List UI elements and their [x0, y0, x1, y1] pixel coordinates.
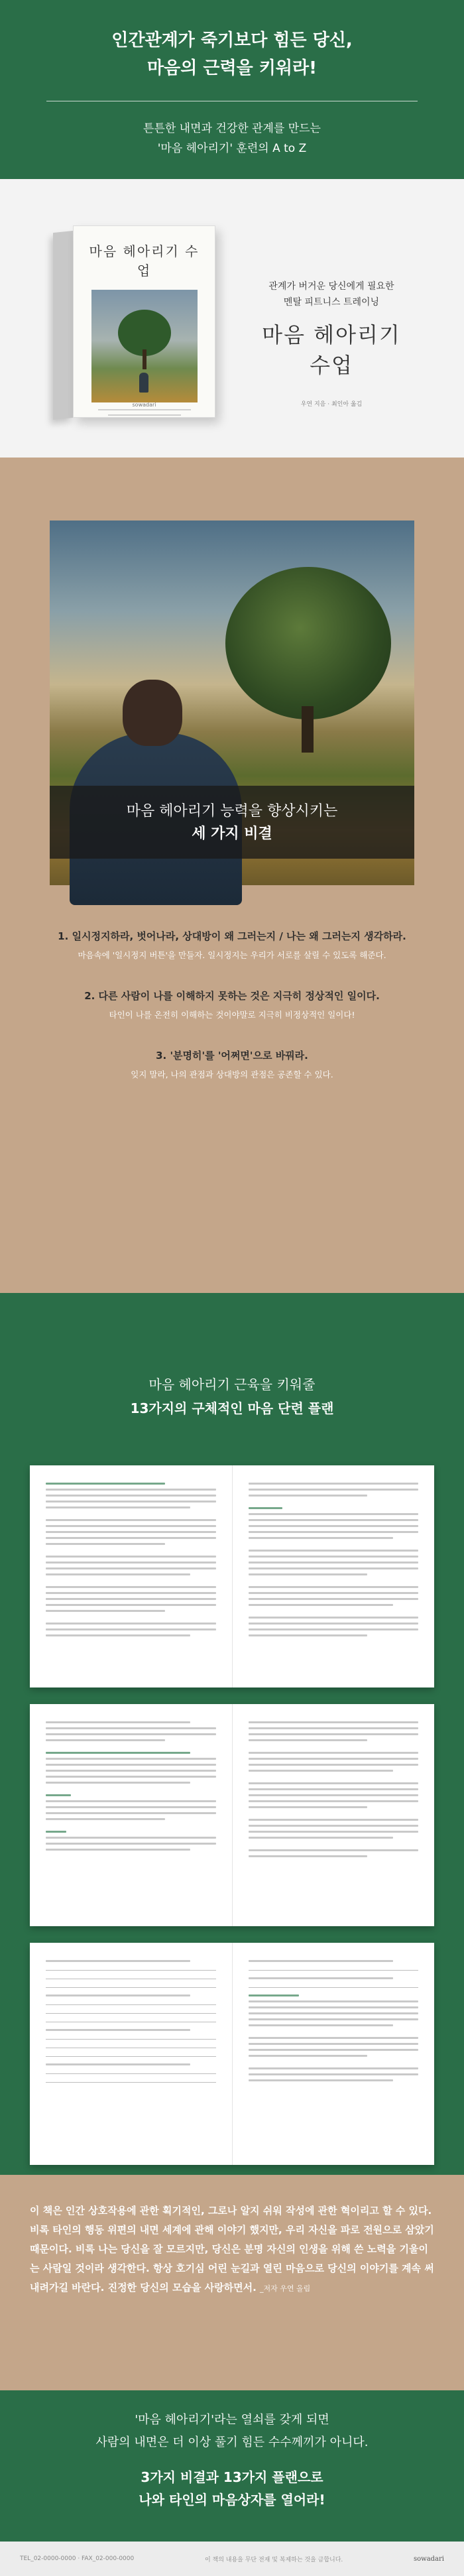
secret-desc: 마음속에 '일시정지 버튼'을 만들자. 일시정지는 우리가 서로를 살릴 수 있도록 해준다. — [78, 950, 386, 960]
closing-text: 이 책은 인간 상호작용에 관한 획기적인, 그로나 알지 쉬워 작성에 관한 혁이리고 할 수 있다. 비록 타인의 행동 위편의 내면 세계에 관해 이야기 했지만, 우리 자신을 파로 전원으로 삼았기 때문이다. 비록 나는 당신을 잘 모르지만, 당신은 분명 자신의 인생을 위해 쓴 노력을 기울이는 사람일 것이라 생각한다. 항상 호기심 어린 눈길과 열린 마음으로 당신의 이야기를 계속 써 내려가길 바란다. 진정한 당신의 모습을 사랑하면서. — [30, 2205, 434, 2294]
footer-contact: TEL_02-0000-0000 · FAX_02-000-0000 — [20, 2555, 135, 2562]
plan-line2: 13가지의 구체적인 마음 단련 플랜 — [130, 1400, 334, 1416]
book-image — [53, 225, 219, 418]
final-section — [0, 2390, 464, 2542]
secret-item — [27, 1048, 437, 1082]
page-spread-1 — [30, 1465, 434, 1687]
tree-shape — [225, 567, 391, 719]
painting-image — [50, 521, 414, 885]
book-cover — [73, 225, 215, 418]
page-left — [30, 1465, 232, 1687]
book-author: 우연 지음 · 최인아 옮김 — [300, 401, 363, 408]
page-right — [232, 1465, 435, 1687]
footer-publisher: sowadari — [413, 2555, 444, 2563]
cover-publisher: sowadari — [132, 402, 156, 408]
plan-section — [0, 1293, 464, 2175]
secret-title: 1. 일시정지하라, 벗어나라, 상대방이 왜 그러는지 / 나는 왜 그러는지 생각하라. — [58, 930, 406, 942]
page-spread-3 — [30, 1943, 434, 2165]
plan-line1: 마음 헤아리기 근육을 키워줄 — [148, 1377, 316, 1392]
subheadline-line2: '마음 헤아리기' 훈련의 A to Z — [157, 142, 307, 155]
page-right — [232, 1943, 435, 2165]
book-title-line1: 마음 헤아리기 — [262, 322, 401, 347]
page-right — [232, 1704, 435, 1926]
closing-section — [0, 2175, 464, 2390]
headline-line2: 마음의 근력을 키워라! — [146, 58, 317, 78]
page-left — [30, 1704, 232, 1926]
secrets-list — [27, 928, 437, 1107]
headline-line1: 인간관계가 죽기보다 힘든 당신, — [111, 31, 353, 50]
closing-paragraph — [30, 2201, 434, 2298]
final-bold2: 나와 타인의 마음상자를 열어라! — [139, 2492, 325, 2508]
header-section — [0, 0, 464, 179]
footer-notice: 이 책의 내용을 무단 전재 및 복제하는 것을 금합니다. — [204, 2556, 343, 2563]
final-line2: 사람의 내면은 더 이상 풀기 힘든 수수께끼가 아니다. — [95, 2435, 369, 2449]
final-line1: '마음 헤아리기'라는 열쇠를 갖게 되면 — [135, 2413, 329, 2427]
closing-author: _저자 우연 올림 — [260, 2284, 311, 2293]
final-bold1: 3가지 비결과 13가지 플랜으로 — [141, 2469, 323, 2485]
footer — [0, 2542, 464, 2576]
secrets-section — [0, 458, 464, 1293]
secret-item — [27, 988, 437, 1022]
secret-desc: 타인이 나를 온전히 이해하는 것이야말로 지극히 비정상적인 일이다! — [109, 1010, 355, 1020]
page-left — [30, 1943, 232, 2165]
book-tagline-line1: 관계가 버거운 당신에게 필요한 — [268, 281, 394, 292]
secret-title: 2. 다른 사람이 나를 이해하지 못하는 것은 지극히 정상적인 일이다. — [84, 990, 380, 1002]
secret-title: 3. '분명히'를 '어쩌면'으로 바꿔라. — [156, 1050, 308, 1062]
cover-painting — [91, 290, 198, 402]
book-info — [245, 278, 418, 408]
plan-intro — [0, 1293, 464, 1420]
cover-title: 마음 헤아리기 수업 — [89, 243, 200, 278]
book-title-line2: 수업 — [310, 353, 353, 378]
painting-banner — [50, 786, 414, 859]
page-spread-2 — [30, 1704, 434, 1926]
book-spine — [53, 231, 73, 420]
secret-item — [27, 928, 437, 963]
subheadline-line1: 튼튼한 내면과 건강한 관계를 만드는 — [143, 122, 321, 135]
book-section — [0, 179, 464, 458]
banner-line1: 마음 헤아리기 능력을 향상시키는 — [126, 803, 338, 820]
book-tagline-line2: 멘탈 피트니스 트레이닝 — [283, 297, 380, 308]
secret-desc: 잊지 말라, 나의 관점과 상대방의 관점은 공존할 수 있다. — [131, 1070, 333, 1079]
banner-line2: 세 가지 비결 — [192, 826, 272, 842]
